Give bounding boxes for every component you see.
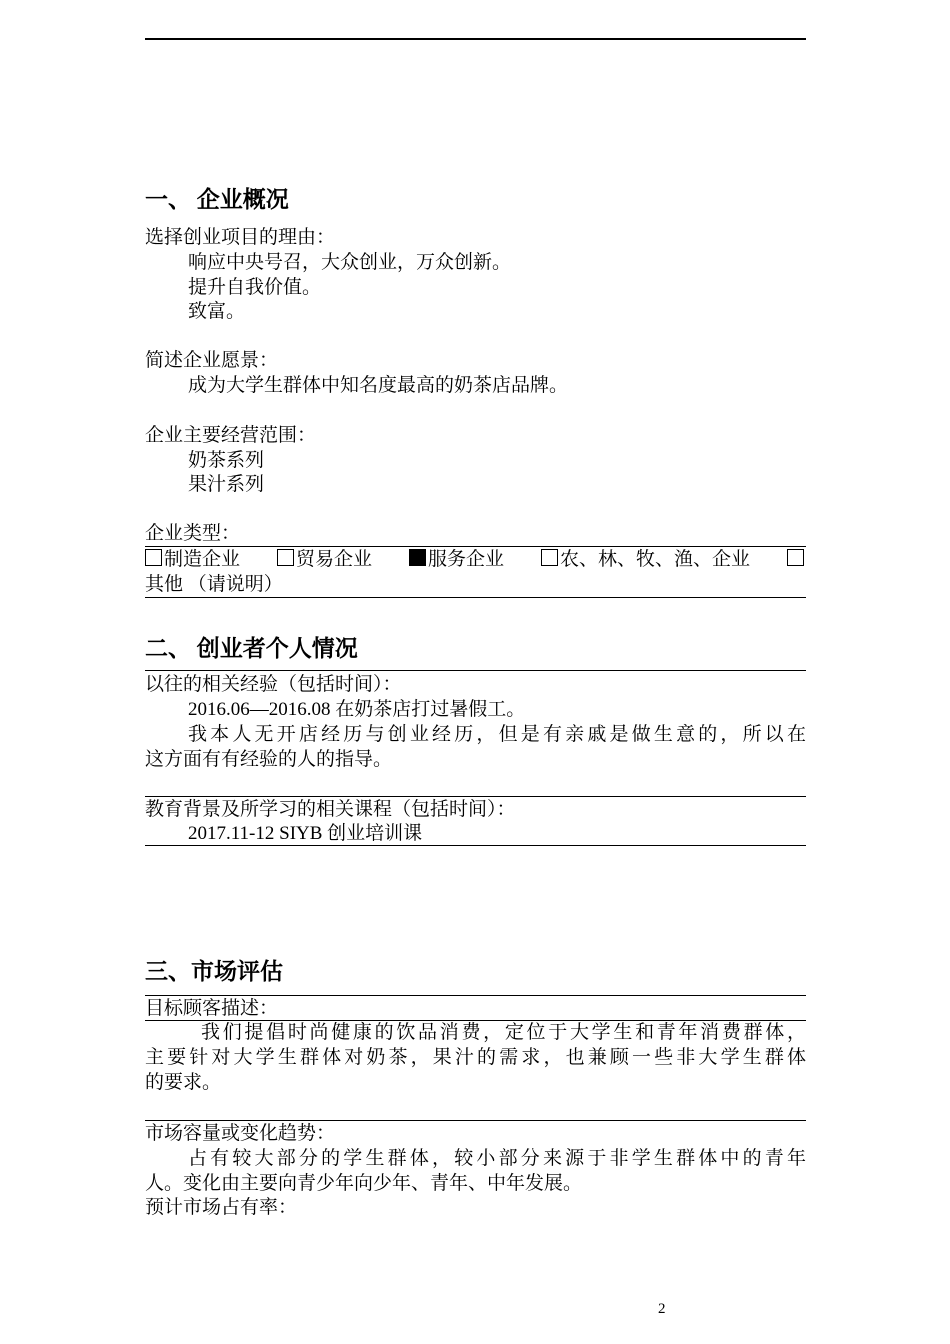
checkbox-icon[interactable] <box>787 549 804 566</box>
reason-label: 选择创业项目的理由： <box>145 227 336 248</box>
target-paragraph: 我们提倡时尚健康的饮品消费，定位于大学生和青年消费群体， 主要针对大学生群体对奶茶，果汁的需求，也兼顾一些非大学生群体 的要求。 <box>145 1022 806 1093</box>
checkbox-icon[interactable] <box>145 549 162 566</box>
enterprise-type-options <box>145 547 806 597</box>
experience-paragraph: 我本人无开店经历与创业经历，但是有亲戚是做生意的，所以在 这方面有有经验的人的指导。 <box>145 724 806 770</box>
experience-line: 2016.06—2016.08 在奶茶店打过暑假工。 <box>188 699 526 720</box>
checkbox-checked-icon[interactable] <box>409 549 426 566</box>
scope-label: 企业主要经营范围： <box>145 425 317 446</box>
market-paragraph: 占有较大部分的学生群体，较小部分来源于非学生群体中的青年 人。变化由主要向青少年向少年、青年、中年发展。 <box>145 1148 806 1194</box>
education-label: 教育背景及所学习的相关课程（包括时间）： <box>145 799 516 820</box>
rule <box>145 1120 806 1121</box>
rule <box>145 670 806 671</box>
reason-item: 提升自我价值。 <box>188 277 322 298</box>
rule <box>145 796 806 797</box>
section-3-heading: 三、市场评估 <box>145 959 283 984</box>
option-other: 其他 （请说明） <box>145 574 283 595</box>
rule <box>145 597 806 598</box>
scope-item: 奶茶系列 <box>188 450 265 471</box>
header-rule <box>145 38 806 40</box>
vision-label: 简述企业愿景： <box>145 350 279 371</box>
scope-item: 果汁系列 <box>188 474 265 495</box>
reason-item: 响应中央号召，大众创业，万众创新。 <box>188 252 512 273</box>
market-label: 市场容量或变化趋势： <box>145 1123 336 1144</box>
checkbox-icon[interactable] <box>541 549 558 566</box>
option-manufacturing[interactable]: 制造企业 <box>145 547 240 572</box>
checkbox-icon[interactable] <box>277 549 294 566</box>
target-label: 目标顾客描述： <box>145 998 279 1019</box>
section-1-heading: 一、 企业概况 <box>145 187 289 212</box>
option-agriculture[interactable]: 农、林、牧、渔、企业 <box>541 547 750 572</box>
rule <box>145 995 806 996</box>
share-label: 预计市场占有率： <box>145 1197 298 1218</box>
option-trade[interactable]: 贸易企业 <box>277 547 372 572</box>
reason-item: 致富。 <box>188 301 246 322</box>
option-service[interactable]: 服务企业 <box>409 547 504 572</box>
type-label: 企业类型： <box>145 523 241 544</box>
page-number: 2 <box>658 1301 666 1317</box>
rule <box>145 845 806 846</box>
education-line: 2017.11-12 SIYB 创业培训课 <box>188 823 423 844</box>
vision-text: 成为大学生群体中知名度最高的奶茶店品牌。 <box>188 375 569 396</box>
experience-label: 以往的相关经验（包括时间）： <box>145 674 402 695</box>
section-2-heading: 二、 创业者个人情况 <box>145 636 358 661</box>
option-other-box[interactable] <box>787 547 806 572</box>
